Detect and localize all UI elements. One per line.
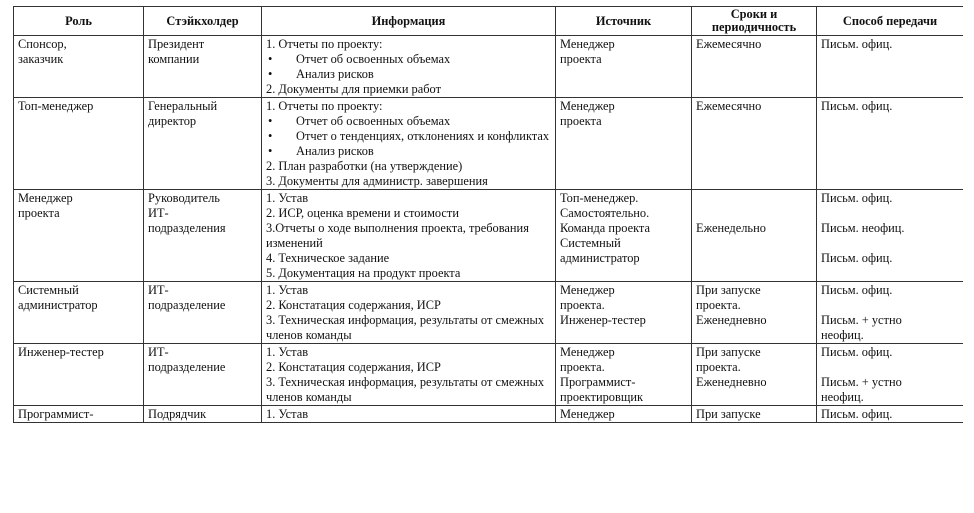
timing-line: Ежемесячно	[696, 37, 762, 51]
info-numbered-item: 1. Отчеты по проекту:	[266, 99, 383, 113]
header-role: Роль	[14, 7, 144, 36]
cell-information	[262, 282, 556, 344]
method-line: Письм. офиц.	[821, 407, 893, 421]
table-row	[14, 98, 964, 190]
info-numbered-item: 2. Констатация содержания, ИСР	[266, 298, 441, 312]
source-line: Инженер-тестер	[560, 313, 646, 327]
cell-information	[262, 406, 556, 423]
stakeholder-line: Руководитель	[148, 191, 220, 205]
source-line: Менеджер	[560, 99, 615, 113]
stakeholder-line: подразделение	[148, 298, 226, 312]
method-line: неофиц.	[821, 328, 864, 342]
stakeholder-line: ИТ-	[148, 345, 169, 359]
table-header	[14, 7, 964, 36]
cell-stakeholder	[144, 344, 262, 406]
source-line: проектировщик	[560, 390, 644, 404]
method-line: Письм. офиц.	[821, 191, 893, 205]
source-line: проекта	[560, 52, 602, 66]
cell-timing	[692, 344, 817, 406]
info-numbered-item: 4. Техническое задание	[266, 251, 390, 265]
method-line: неофиц.	[821, 390, 864, 404]
timing-line: проекта.	[696, 360, 741, 374]
cell-information	[262, 36, 556, 98]
role-line: проекта	[18, 206, 60, 220]
info-numbered-item: 3. Техническая информация, результаты от смежных членов команды	[266, 313, 545, 342]
stakeholder-line: подразделения	[148, 221, 226, 235]
source-line: Менеджер	[560, 37, 615, 51]
info-numbered-item: 2. План разработки (на утверждение)	[266, 159, 463, 173]
cell-source	[556, 98, 692, 190]
role-line: Топ-менеджер	[18, 99, 94, 113]
cell-information	[262, 344, 556, 406]
table-body	[14, 36, 964, 423]
stakeholder-line: компании	[148, 52, 200, 66]
source-line: проекта.	[560, 360, 605, 374]
info-numbered-item: 2. ИСР, оценка времени и стоимости	[266, 206, 459, 220]
info-bullet-item: • Анализ рисков	[266, 144, 551, 159]
cell-timing	[692, 36, 817, 98]
method-line: Письм. офиц.	[821, 99, 893, 113]
table-row	[14, 282, 964, 344]
cell-role	[14, 98, 144, 190]
timing-line: Еженедельно	[696, 221, 766, 235]
info-numbered-item: 3. Техническая информация, результаты от смежных членов команды	[266, 375, 545, 404]
cell-role	[14, 406, 144, 423]
timing-line: При запуске	[696, 345, 761, 359]
timing-line: Еженедневно	[696, 313, 767, 327]
info-numbered-item: 1. Устав	[266, 407, 309, 421]
source-line: Менеджер	[560, 345, 615, 359]
header-stakeholder: Стэйкхолдер	[144, 7, 262, 36]
source-line: проекта	[560, 114, 602, 128]
cell-role	[14, 36, 144, 98]
source-line: Менеджер	[560, 283, 615, 297]
stakeholder-line: подразделение	[148, 360, 226, 374]
info-numbered-item: 1. Отчеты по проекту:	[266, 37, 383, 51]
header-method: Способ передачи	[817, 7, 964, 36]
info-numbered-item: 2. Документы для приемки работ	[266, 82, 441, 96]
source-line: Системный	[560, 236, 621, 250]
timing-spacer	[696, 191, 812, 206]
table-row	[14, 344, 964, 406]
role-line: Инженер-тестер	[18, 345, 104, 359]
info-numbered-item: 1. Устав	[266, 345, 309, 359]
cell-timing	[692, 98, 817, 190]
header-row	[14, 7, 964, 36]
info-numbered-item: 3. Документы для администр. завершения	[266, 174, 488, 188]
table-row	[14, 36, 964, 98]
cell-source	[556, 36, 692, 98]
method-line: Письм. офиц.	[821, 37, 893, 51]
cell-timing	[692, 190, 817, 282]
table-row	[14, 406, 964, 423]
header-timing: Сроки и периодичность	[692, 7, 817, 36]
cell-stakeholder	[144, 36, 262, 98]
source-line: администратор	[560, 251, 640, 265]
role-line: заказчик	[18, 52, 64, 66]
stakeholder-line: Подрядчик	[148, 407, 207, 421]
info-numbered-item: 2. Констатация содержания, ИСР	[266, 360, 441, 374]
cell-source	[556, 282, 692, 344]
info-numbered-item: 1. Устав	[266, 283, 309, 297]
source-line: проекта.	[560, 298, 605, 312]
timing-line: Ежемесячно	[696, 99, 762, 113]
info-bullet-item: • Отчет об освоенных объемах	[266, 52, 551, 67]
source-line: Команда проекта	[560, 221, 650, 235]
stakeholder-line: директор	[148, 114, 197, 128]
timing-spacer	[696, 206, 812, 221]
header-source: Источник	[556, 7, 692, 36]
cell-source	[556, 406, 692, 423]
source-line: Программист-	[560, 375, 636, 389]
source-line: Самостоятельно.	[560, 206, 650, 220]
method-spacer	[821, 360, 959, 375]
info-bullet-item: • Отчет об освоенных объемах	[266, 114, 551, 129]
stakeholder-line: Генеральный	[148, 99, 218, 113]
cell-timing	[692, 406, 817, 423]
role-line: Спонсор,	[18, 37, 67, 51]
method-spacer	[821, 236, 959, 251]
cell-source	[556, 344, 692, 406]
source-line: Менеджер	[560, 407, 615, 421]
cell-method	[817, 282, 964, 344]
cell-source	[556, 190, 692, 282]
info-numbered-item: 5. Документация на продукт проекта	[266, 266, 461, 280]
timing-line: проекта.	[696, 298, 741, 312]
info-numbered-item: 3.Отчеты о ходе выполнения проекта, требования изменений	[266, 221, 529, 250]
cell-method	[817, 98, 964, 190]
info-numbered-item: 1. Устав	[266, 191, 309, 205]
info-bullet-item: • Отчет о тенденциях, отклонениях и конфликтах	[266, 129, 551, 144]
stakeholder-communication-table	[13, 6, 963, 423]
role-line: Менеджер	[18, 191, 73, 205]
cell-timing	[692, 282, 817, 344]
cell-stakeholder	[144, 190, 262, 282]
cell-method	[817, 36, 964, 98]
method-spacer	[821, 298, 959, 313]
timing-line: При запуске	[696, 407, 761, 421]
cell-role	[14, 282, 144, 344]
method-line: Письм. офиц.	[821, 251, 893, 265]
stakeholder-line: ИТ-	[148, 283, 169, 297]
header-information: Информация	[262, 7, 556, 36]
info-bullet-item: • Анализ рисков	[266, 67, 551, 82]
stakeholder-line: ИТ-	[148, 206, 169, 220]
cell-stakeholder	[144, 98, 262, 190]
stakeholder-line: Президент	[148, 37, 205, 51]
timing-line: При запуске	[696, 283, 761, 297]
stakeholder-communication-table-wrapper	[13, 6, 963, 513]
source-line: Топ-менеджер.	[560, 191, 639, 205]
cell-stakeholder	[144, 406, 262, 423]
method-line: Письм. + устно	[821, 375, 902, 389]
timing-line: Еженедневно	[696, 375, 767, 389]
cell-method	[817, 190, 964, 282]
role-line: Системный	[18, 283, 79, 297]
method-spacer	[821, 206, 959, 221]
role-line: Программист-	[18, 407, 94, 421]
cell-information	[262, 98, 556, 190]
role-line: администратор	[18, 298, 98, 312]
method-line: Письм. офиц.	[821, 283, 893, 297]
cell-information	[262, 190, 556, 282]
cell-method	[817, 344, 964, 406]
cell-role	[14, 190, 144, 282]
cell-method	[817, 406, 964, 423]
method-line: Письм. + устно	[821, 313, 902, 327]
method-line: Письм. неофиц.	[821, 221, 905, 235]
method-line: Письм. офиц.	[821, 345, 893, 359]
table-row	[14, 190, 964, 282]
cell-stakeholder	[144, 282, 262, 344]
cell-role	[14, 344, 144, 406]
